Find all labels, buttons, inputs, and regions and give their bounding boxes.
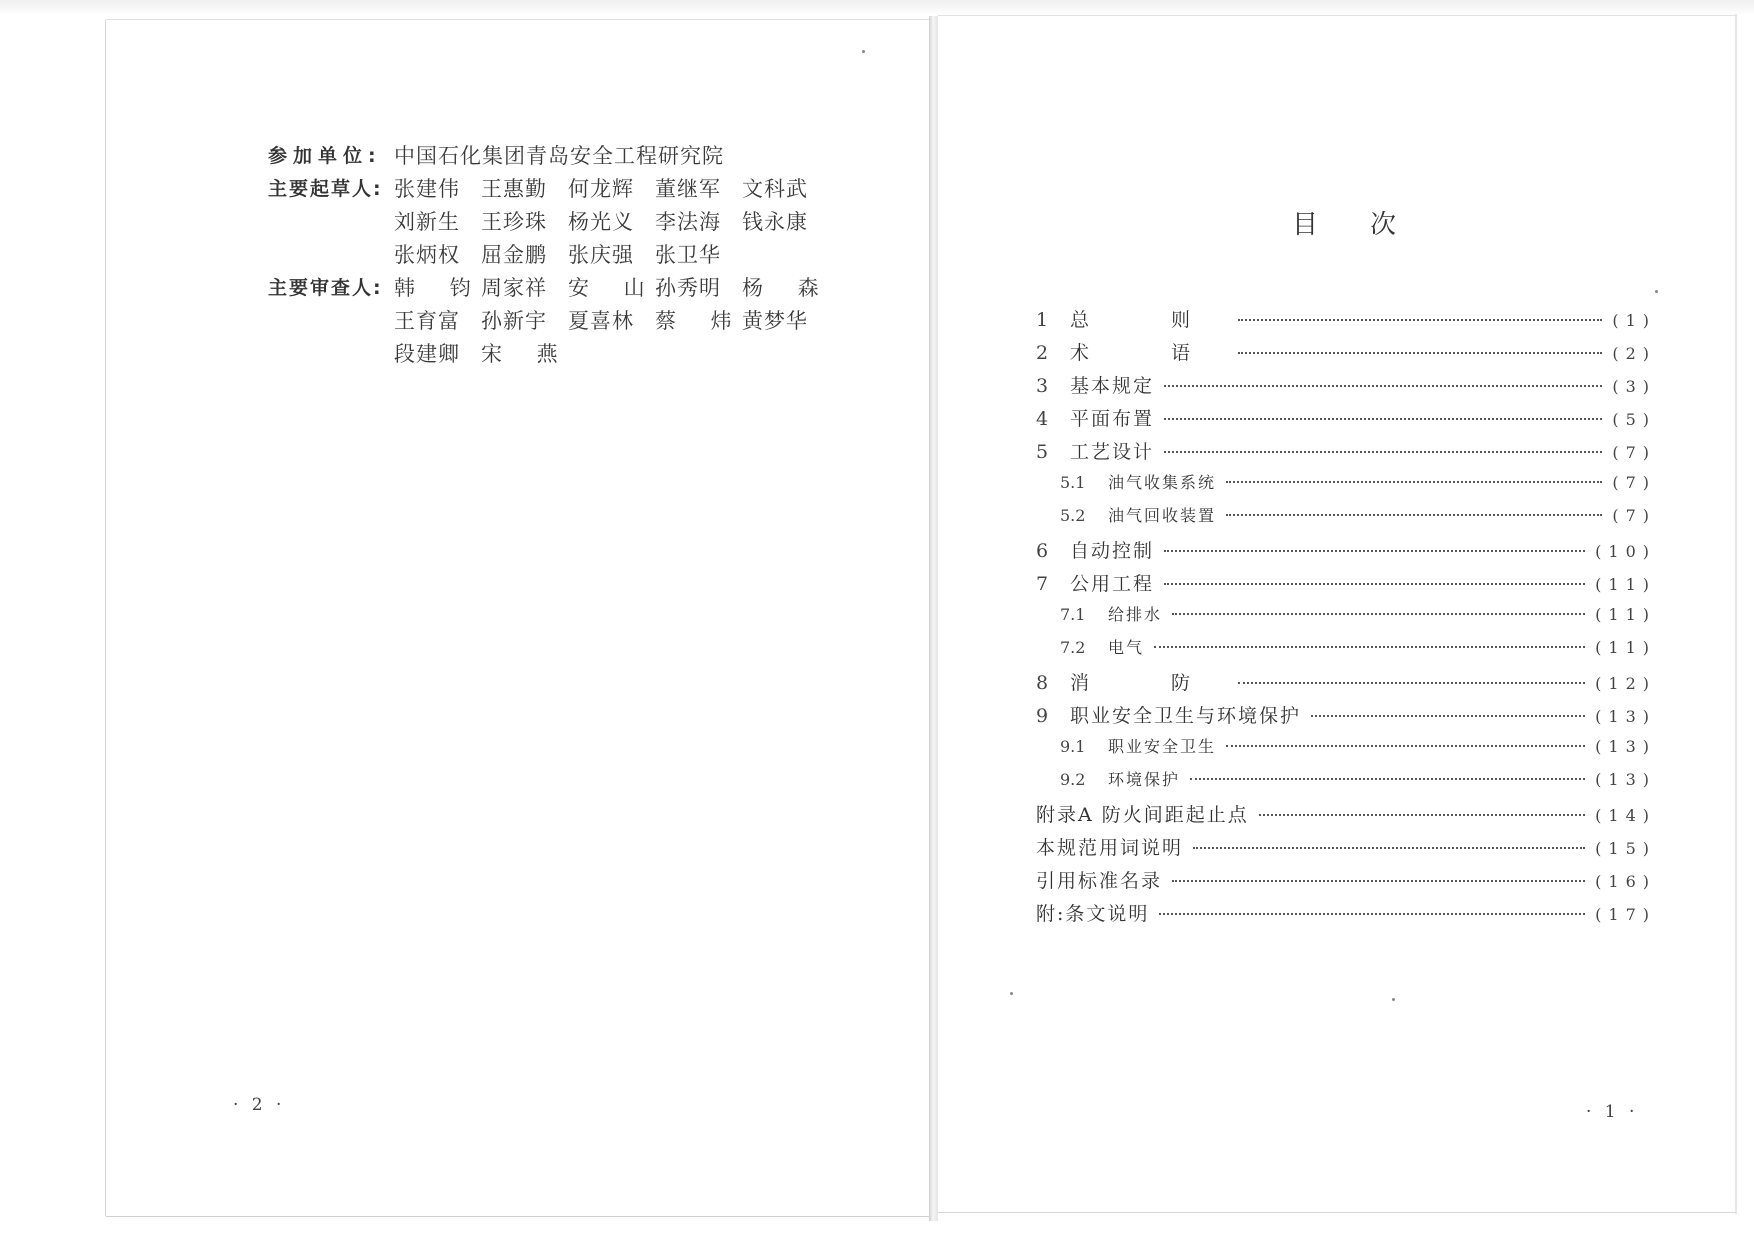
organization-name: 中国石化集团青岛安全工程研究院 bbox=[394, 143, 724, 168]
toc-entry-label: 环境保护 bbox=[1108, 770, 1181, 789]
toc-entry-page: (16) bbox=[1595, 872, 1656, 891]
toc-entry[interactable] bbox=[1036, 767, 1656, 800]
toc-entry-page: (17) bbox=[1595, 905, 1656, 924]
toc-entry[interactable] bbox=[1036, 503, 1656, 536]
credit-names bbox=[394, 239, 742, 269]
person-name: 何龙辉 bbox=[568, 176, 634, 201]
paper-speck bbox=[862, 50, 865, 53]
toc-entry-number: 7.2 bbox=[1060, 638, 1086, 657]
toc-entry-label: 基本规定 bbox=[1070, 375, 1155, 397]
toc-leader-dots bbox=[1259, 814, 1585, 816]
paper-speck bbox=[1010, 992, 1013, 995]
toc-entry[interactable] bbox=[1036, 734, 1656, 767]
credit-names bbox=[394, 338, 572, 368]
toc-leader-dots bbox=[1164, 451, 1602, 453]
toc-entry[interactable] bbox=[1036, 338, 1656, 371]
toc-entry-label: 公用工程 bbox=[1070, 573, 1155, 595]
toc-entry[interactable] bbox=[1036, 437, 1656, 470]
toc-entry[interactable] bbox=[1036, 899, 1656, 932]
person-name: 蔡 炜 bbox=[655, 308, 746, 333]
toc-leader-dots bbox=[1311, 715, 1585, 717]
toc-entry-number: 9.1 bbox=[1060, 737, 1086, 756]
toc-entry-label: 自动控制 bbox=[1070, 540, 1155, 562]
person-name: 安 山 bbox=[568, 275, 659, 300]
toc-entry-page: (11) bbox=[1595, 638, 1656, 657]
toc-leader-dots bbox=[1154, 646, 1585, 648]
toc-entry-page: (15) bbox=[1595, 839, 1656, 858]
toc-entry-label: 附:条文说明 bbox=[1036, 903, 1150, 925]
toc-entry[interactable] bbox=[1036, 800, 1656, 833]
toc-entry[interactable] bbox=[1036, 833, 1656, 866]
toc-leader-dots bbox=[1164, 385, 1602, 387]
credit-names bbox=[394, 305, 829, 335]
toc-entry-page: (13) bbox=[1595, 737, 1656, 756]
credits-block bbox=[268, 138, 833, 369]
toc-entry-label: 职业安全卫生与环境保护 bbox=[1070, 705, 1302, 727]
toc-entry-page: (5) bbox=[1612, 410, 1656, 429]
toc-entry-number: 4 bbox=[1036, 408, 1049, 430]
person-name: 宋 燕 bbox=[481, 341, 572, 366]
person-name: 周家祥 bbox=[481, 275, 547, 300]
person-name: 屈金鹏 bbox=[481, 242, 547, 267]
toc-entry-page: (11) bbox=[1595, 605, 1656, 624]
toc-entry-label: 本规范用词说明 bbox=[1036, 837, 1184, 859]
toc-leader-dots bbox=[1190, 778, 1585, 780]
person-name: 韩 钧 bbox=[394, 275, 485, 300]
toc-entry-number: 9.2 bbox=[1060, 770, 1086, 789]
toc-leader-dots bbox=[1226, 481, 1602, 483]
toc-entry-number: 5.1 bbox=[1060, 473, 1086, 492]
toc-entry-number: 2 bbox=[1036, 342, 1049, 364]
toc-leader-dots bbox=[1238, 682, 1585, 684]
toc-leader-dots bbox=[1226, 514, 1602, 516]
toc-leader-dots bbox=[1164, 583, 1585, 585]
toc-entry-page: (7) bbox=[1612, 443, 1656, 462]
toc-entry-page: (7) bbox=[1612, 506, 1656, 525]
toc-entry-page: (2) bbox=[1612, 344, 1656, 363]
toc-entry-number: 7.1 bbox=[1060, 605, 1086, 624]
toc-entry-label: 消 防 bbox=[1070, 672, 1229, 694]
toc-entry[interactable] bbox=[1036, 602, 1656, 635]
person-name: 孙秀明 bbox=[655, 275, 721, 300]
toc-entry-page: (3) bbox=[1612, 377, 1656, 396]
toc-entry[interactable] bbox=[1036, 569, 1656, 602]
toc-entry-label: 职业安全卫生 bbox=[1108, 737, 1217, 756]
right-page-number: · 1 · bbox=[1586, 1102, 1639, 1122]
book-gutter bbox=[929, 16, 938, 1221]
table-of-contents bbox=[1036, 305, 1656, 932]
toc-leader-dots bbox=[1238, 319, 1602, 321]
credit-row bbox=[268, 138, 829, 171]
credit-row bbox=[268, 237, 829, 270]
credit-names bbox=[394, 272, 833, 302]
toc-entry[interactable] bbox=[1036, 371, 1656, 404]
toc-entry-label: 附录A 防火间距起止点 bbox=[1036, 804, 1249, 826]
toc-entry-number: 5.2 bbox=[1060, 506, 1086, 525]
person-name: 段建卿 bbox=[394, 341, 460, 366]
toc-entry[interactable] bbox=[1036, 470, 1656, 503]
credit-label: 主要审查人: bbox=[268, 277, 383, 299]
person-name: 李法海 bbox=[655, 209, 721, 234]
credit-row bbox=[268, 270, 833, 303]
toc-entry-label: 总 则 bbox=[1070, 309, 1229, 331]
toc-entry-page: (14) bbox=[1595, 806, 1656, 825]
person-name: 钱永康 bbox=[742, 209, 808, 234]
person-name: 董继军 bbox=[655, 176, 721, 201]
person-name: 张卫华 bbox=[655, 242, 721, 267]
toc-entry-label: 给排水 bbox=[1108, 605, 1163, 624]
toc-entry-number: 5 bbox=[1036, 441, 1049, 463]
toc-entry[interactable] bbox=[1036, 668, 1656, 701]
toc-entry-label: 工艺设计 bbox=[1070, 441, 1155, 463]
person-name: 张庆强 bbox=[568, 242, 634, 267]
person-name: 王惠勤 bbox=[481, 176, 547, 201]
person-name: 夏喜林 bbox=[568, 308, 634, 333]
toc-entry-page: (13) bbox=[1595, 770, 1656, 789]
toc-entry[interactable] bbox=[1036, 701, 1656, 734]
credit-label: 主要起草人: bbox=[268, 178, 383, 200]
person-name: 王珍珠 bbox=[481, 209, 547, 234]
paper-speck bbox=[1392, 998, 1395, 1001]
toc-leader-dots bbox=[1159, 913, 1585, 915]
page-edge bbox=[1735, 14, 1737, 1214]
credit-row bbox=[268, 171, 829, 204]
toc-entry-number: 1 bbox=[1036, 309, 1049, 331]
person-name: 杨光义 bbox=[568, 209, 634, 234]
toc-leader-dots bbox=[1226, 745, 1585, 747]
toc-entry-page: (12) bbox=[1595, 674, 1656, 693]
person-name: 文科武 bbox=[742, 176, 808, 201]
credit-names bbox=[394, 206, 829, 236]
toc-entry-label: 引用标准名录 bbox=[1036, 870, 1163, 892]
credit-names bbox=[394, 140, 724, 170]
person-name: 黄梦华 bbox=[742, 308, 808, 333]
toc-leader-dots bbox=[1164, 550, 1585, 552]
toc-entry-number: 6 bbox=[1036, 540, 1049, 562]
toc-entry[interactable] bbox=[1036, 536, 1656, 569]
toc-entry-label: 油气收集系统 bbox=[1108, 473, 1217, 492]
credit-row bbox=[268, 336, 829, 369]
toc-entry-page: (7) bbox=[1612, 473, 1656, 492]
toc-entry-number: 7 bbox=[1036, 573, 1049, 595]
toc-entry[interactable] bbox=[1036, 635, 1656, 668]
toc-leader-dots bbox=[1172, 613, 1585, 615]
person-name: 孙新宇 bbox=[481, 308, 547, 333]
paper-speck bbox=[1655, 290, 1658, 293]
person-name: 刘新生 bbox=[394, 209, 460, 234]
credit-row bbox=[268, 204, 829, 237]
toc-entry[interactable] bbox=[1036, 404, 1656, 437]
toc-leader-dots bbox=[1193, 847, 1585, 849]
toc-entry-number: 8 bbox=[1036, 672, 1049, 694]
person-name: 杨 森 bbox=[742, 275, 833, 300]
toc-entry-label: 术 语 bbox=[1070, 342, 1229, 364]
toc-entry-label: 电气 bbox=[1108, 638, 1145, 657]
toc-leader-dots bbox=[1238, 352, 1602, 354]
toc-title: 目次 bbox=[1292, 210, 1449, 240]
toc-entry[interactable] bbox=[1036, 866, 1656, 899]
toc-entry-label: 油气回收装置 bbox=[1108, 506, 1217, 525]
toc-entry-page: (1) bbox=[1612, 311, 1656, 330]
credit-names bbox=[394, 173, 829, 203]
person-name: 王育富 bbox=[394, 308, 460, 333]
toc-leader-dots bbox=[1172, 880, 1585, 882]
toc-entry-page: (11) bbox=[1595, 575, 1656, 594]
person-name: 张建伟 bbox=[394, 176, 460, 201]
toc-entry-page: (10) bbox=[1595, 542, 1656, 561]
person-name: 张炳权 bbox=[394, 242, 460, 267]
left-page-number: · 2 · bbox=[233, 1095, 286, 1115]
toc-entry-number: 9 bbox=[1036, 705, 1049, 727]
toc-entry-number: 3 bbox=[1036, 375, 1049, 397]
toc-leader-dots bbox=[1164, 418, 1602, 420]
toc-entry-page: (13) bbox=[1595, 707, 1656, 726]
credit-row bbox=[268, 303, 829, 336]
toc-entry[interactable] bbox=[1036, 305, 1656, 338]
toc-entry-label: 平面布置 bbox=[1070, 408, 1155, 430]
credit-label: 参加单位: bbox=[268, 145, 382, 167]
